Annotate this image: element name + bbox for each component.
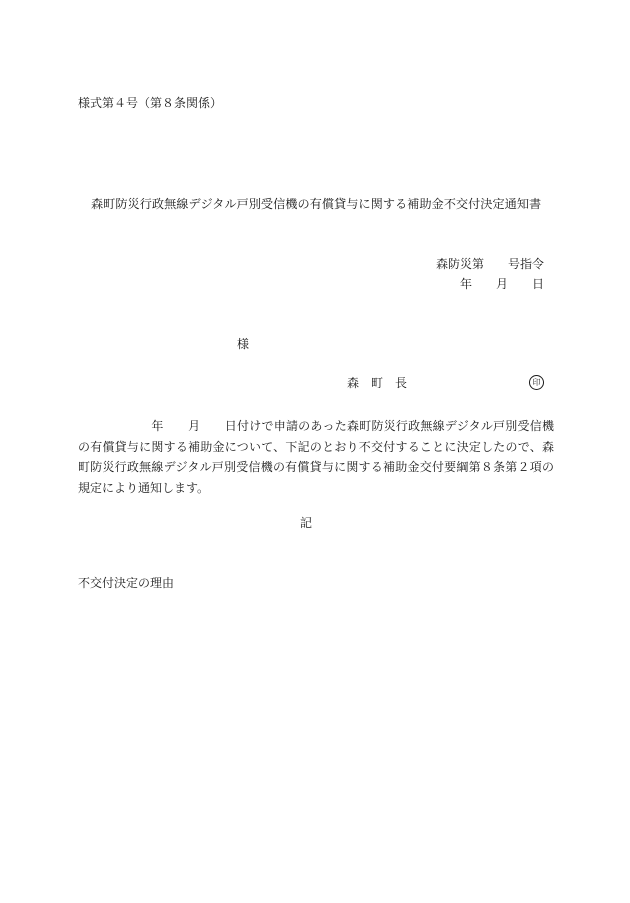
reason-label: 不交付決定の理由 bbox=[78, 576, 175, 590]
seal-mark: 印 bbox=[529, 375, 544, 390]
recipient-honorific: 様 bbox=[237, 337, 250, 351]
ki-heading: 記 bbox=[300, 516, 313, 530]
document-date: 年 月 日 bbox=[459, 277, 544, 291]
issuer-name: 森 町 長 bbox=[347, 376, 408, 390]
notice-body: 年 月 日付けで申請のあった森町防災行政無線デジタル戸別受信機の有償貸与に関する補助金について、下記のとおり不交付することに決定したので、森町防災行政無線デジタル戸別受信機の有償貸与に関する補助金交付要綱第８条第２項の規定により通知します。 bbox=[78, 419, 554, 495]
form-number: 様式第４号（第８条関係） bbox=[78, 96, 223, 110]
document-title: 森町防災行政無線デジタル戸別受信機の有償貸与に関する補助金不交付決定通知書 bbox=[91, 197, 542, 211]
document-number: 森防災第 号指令 bbox=[435, 257, 544, 271]
